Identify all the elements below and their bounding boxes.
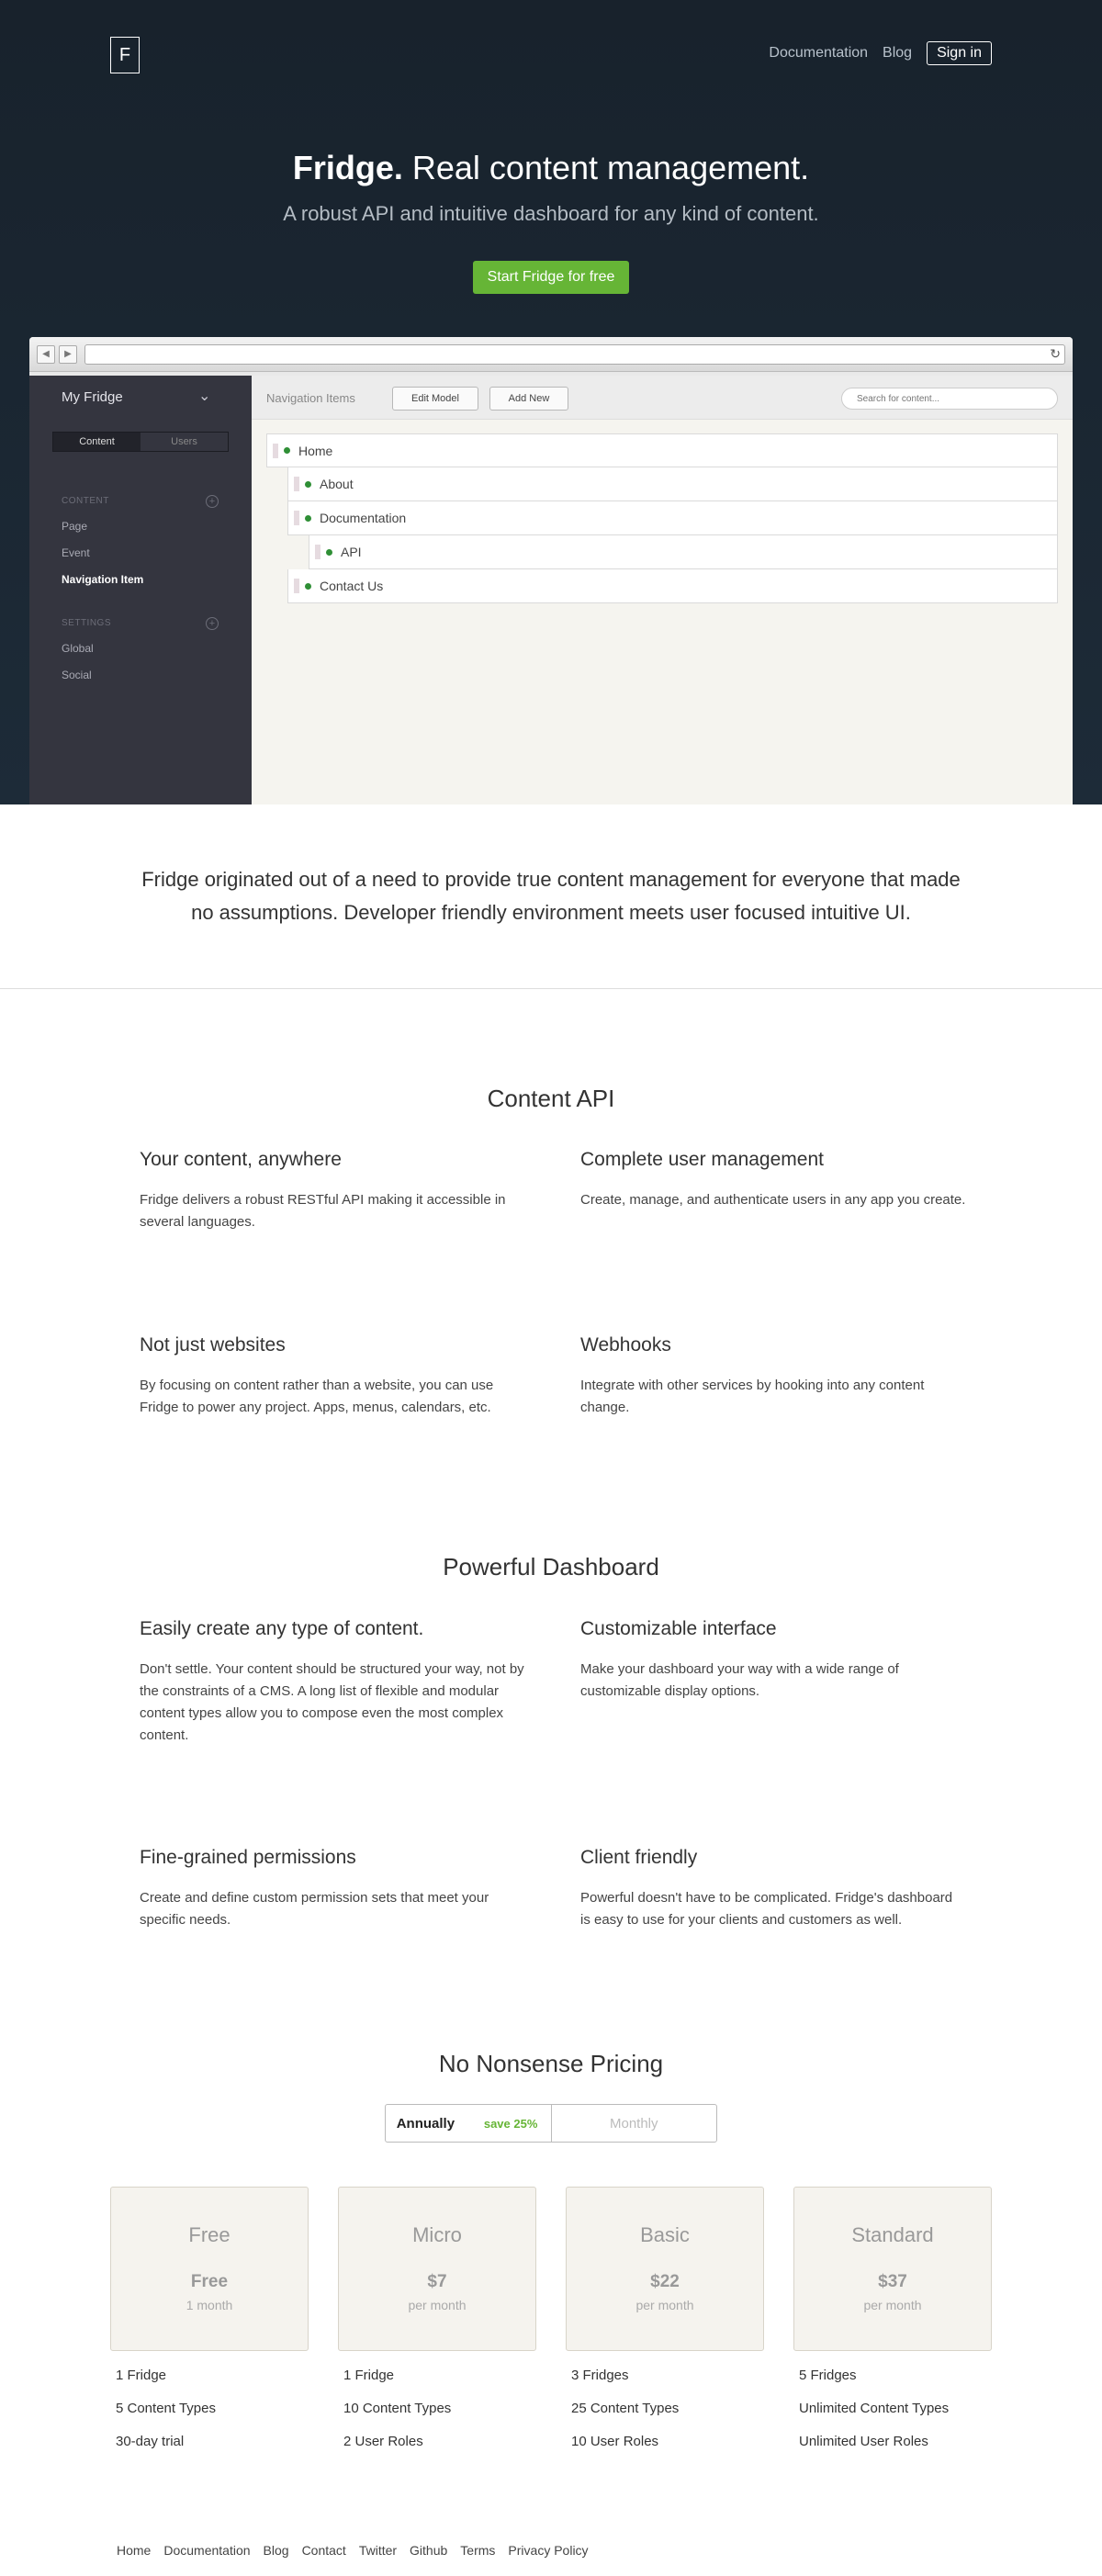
feature-title: Customizable interface <box>580 1618 777 1639</box>
feature-title: Client friendly <box>580 1847 698 1868</box>
footer-privacy[interactable]: Privacy Policy <box>508 2543 589 2558</box>
url-bar <box>84 344 1065 365</box>
tree-label: Home <box>298 443 333 458</box>
forward-icon: ▶ <box>59 345 77 364</box>
content-heading: CONTENT <box>62 496 109 506</box>
browser-chrome <box>29 337 1073 372</box>
status-dot-icon <box>305 583 311 590</box>
feature-not-just-websites <box>140 1334 525 1419</box>
feature-text: By focusing on content rather than a website, you can use Fridge to power any project. Apps, menus, calendars, etc. <box>140 1378 494 1415</box>
tree-row <box>309 535 1058 569</box>
plan-feature: 25 Content Types <box>571 2401 680 2416</box>
plan-price: $7 <box>427 2272 447 2291</box>
plan-feature: Unlimited User Roles <box>799 2434 928 2449</box>
intro-text: Fridge originated out of a need to provide true content management for everyone that made no assumptions. Developer friendly environment meets user focused intuitive UI. <box>141 868 961 924</box>
feature-text: Create, manage, and authenticate users in any app you create. <box>580 1192 966 1208</box>
logo[interactable]: F <box>110 37 140 73</box>
mockup-title: Navigation Items <box>266 391 355 405</box>
save-badge: save 25% <box>483 2116 538 2131</box>
mockup-app <box>29 376 1073 804</box>
plan-period: per month <box>863 2298 922 2312</box>
feature-text: Fridge delivers a robust RESTful API making it accessible in several languages. <box>140 1192 506 1230</box>
intro-section <box>0 804 1102 989</box>
tree-label: API <box>341 545 362 559</box>
billing-toggle <box>385 2104 717 2143</box>
tree-row <box>287 501 1058 535</box>
plan-feature: 1 Fridge <box>116 2368 167 2383</box>
feature-webhooks <box>580 1334 966 1419</box>
drag-handle-icon <box>315 545 320 559</box>
plan-feature: 10 User Roles <box>571 2434 659 2449</box>
main-nav <box>754 41 992 65</box>
plan-period: per month <box>408 2298 467 2312</box>
feature-title: Complete user management <box>580 1149 824 1170</box>
hero-section <box>0 0 1102 804</box>
add-new-button: Add New <box>489 387 568 411</box>
nav-blog[interactable]: Blog <box>883 45 913 61</box>
plan-feature: 30-day trial <box>116 2434 185 2449</box>
add-settings-icon: + <box>206 617 219 630</box>
feature-content-anywhere <box>140 1149 525 1233</box>
plan-feature: 10 Content Types <box>343 2401 452 2416</box>
add-content-icon: + <box>206 495 219 508</box>
start-free-button[interactable]: Start Fridge for free <box>473 261 629 294</box>
sidebar-item-page: Page <box>62 520 88 533</box>
plan-period: per month <box>635 2298 694 2312</box>
footer-blog[interactable]: Blog <box>263 2543 289 2558</box>
sidebar-item-navigation: Navigation Item <box>62 573 144 586</box>
content-api-title: Content API <box>487 1085 615 1112</box>
nav-documentation[interactable]: Documentation <box>769 45 869 61</box>
tree-row <box>287 569 1058 603</box>
drag-handle-icon <box>294 477 299 491</box>
feature-text: Create and define custom permission sets that meet your specific needs. <box>140 1890 489 1928</box>
status-dot-icon <box>284 447 290 454</box>
mockup-search-input <box>841 388 1058 410</box>
back-icon: ◀ <box>37 345 55 364</box>
sidebar-item-event: Event <box>62 546 90 559</box>
tree-label: Documentation <box>320 511 407 525</box>
tab-content: Content <box>53 433 141 451</box>
pricing-title: No Nonsense Pricing <box>438 2050 664 2077</box>
feature-title: Fine-grained permissions <box>140 1847 356 1868</box>
feature-any-content <box>140 1618 525 1747</box>
feature-title: Webhooks <box>580 1334 671 1355</box>
plan-feature: 2 User Roles <box>343 2434 423 2449</box>
feature-text: Make your dashboard your way with a wide range of customizable display options. <box>580 1661 899 1699</box>
footer-contact[interactable]: Contact <box>301 2543 346 2558</box>
plan-name: Standard <box>851 2223 934 2246</box>
toggle-monthly[interactable]: Monthly <box>609 2115 658 2132</box>
hero-brand: Fridge. <box>292 149 403 186</box>
plan-feature: 3 Fridges <box>571 2368 629 2383</box>
footer-nav <box>117 2543 602 2558</box>
feature-permissions <box>140 1847 525 1931</box>
mockup-main <box>252 376 1073 804</box>
tree-label: Contact Us <box>320 579 384 593</box>
feature-user-management <box>580 1149 966 1211</box>
footer-documentation[interactable]: Documentation <box>163 2543 251 2558</box>
plan-card-micro[interactable] <box>338 2187 536 2351</box>
feature-title: Easily create any type of content. <box>140 1618 424 1639</box>
plan-period: 1 month <box>186 2298 233 2312</box>
drag-handle-icon <box>294 511 299 525</box>
dashboard-title: Powerful Dashboard <box>443 1553 659 1580</box>
plan-price: Free <box>190 2272 229 2291</box>
feature-client-friendly <box>580 1847 966 1931</box>
edit-model-button: Edit Model <box>392 387 478 411</box>
tree-row <box>287 467 1058 501</box>
tree-label: About <box>320 477 354 491</box>
status-dot-icon <box>326 549 332 556</box>
tab-users: Users <box>171 436 197 447</box>
feature-text: Integrate with other services by hooking into any content change. <box>580 1378 925 1415</box>
hero-title-rest: Real content management. <box>402 149 810 186</box>
feature-title: Your content, anywhere <box>140 1149 342 1170</box>
status-dot-icon <box>305 481 311 488</box>
fridge-name: My Fridge <box>62 389 123 405</box>
sidebar-item-global: Global <box>62 642 94 655</box>
plan-card-standard[interactable] <box>793 2187 992 2351</box>
plan-feature: 1 Fridge <box>343 2368 395 2383</box>
mockup-toolbar <box>252 376 1073 420</box>
footer-github[interactable]: Github <box>410 2543 448 2558</box>
feature-title: Not just websites <box>140 1334 286 1355</box>
top-bar <box>110 37 992 73</box>
drag-handle-icon <box>294 579 299 593</box>
plan-card-basic[interactable] <box>566 2187 764 2351</box>
plan-feature: 5 Fridges <box>799 2368 857 2383</box>
sidebar-item-social: Social <box>62 669 92 681</box>
feature-customizable <box>580 1618 966 1703</box>
dashboard-mockup <box>29 337 1073 804</box>
status-dot-icon <box>305 515 311 522</box>
plan-price: $22 <box>650 2272 680 2291</box>
settings-heading: SETTINGS <box>62 618 112 628</box>
plan-feature: 5 Content Types <box>116 2401 216 2416</box>
plan-card-free[interactable] <box>110 2187 309 2351</box>
plan-name: Free <box>188 2223 231 2246</box>
toggle-annually[interactable] <box>386 2105 552 2142</box>
footer-terms[interactable]: Terms <box>460 2543 496 2558</box>
feature-text: Powerful doesn't have to be complicated. Fridge's dashboard is easy to use for your clients and customers as well. <box>580 1890 953 1928</box>
hero-subtitle: A robust API and intuitive dashboard for any kind of content. <box>283 202 819 225</box>
mockup-sidebar <box>29 376 252 804</box>
sign-in-button[interactable]: Sign in <box>927 41 992 65</box>
footer-home[interactable]: Home <box>117 2543 152 2558</box>
plan-name: Basic <box>640 2223 690 2246</box>
annually-label: Annually <box>396 2115 455 2132</box>
tree-row <box>266 433 1058 467</box>
footer-twitter[interactable]: Twitter <box>358 2543 398 2558</box>
reload-icon: ↻ <box>1050 346 1061 361</box>
feature-text: Don't settle. Your content should be structured your way, not by the constraints of a CMS. A long list of flexible and modular content types allow you to compose even the most complex content. <box>140 1661 524 1743</box>
sidebar-tabs <box>52 432 229 452</box>
plan-feature: Unlimited Content Types <box>799 2401 950 2416</box>
plan-price: $37 <box>878 2272 907 2291</box>
chevron-down-icon: ⌄ <box>198 388 211 404</box>
plan-name: Micro <box>412 2223 462 2246</box>
hero-title <box>0 149 1102 187</box>
drag-handle-icon <box>273 444 278 458</box>
